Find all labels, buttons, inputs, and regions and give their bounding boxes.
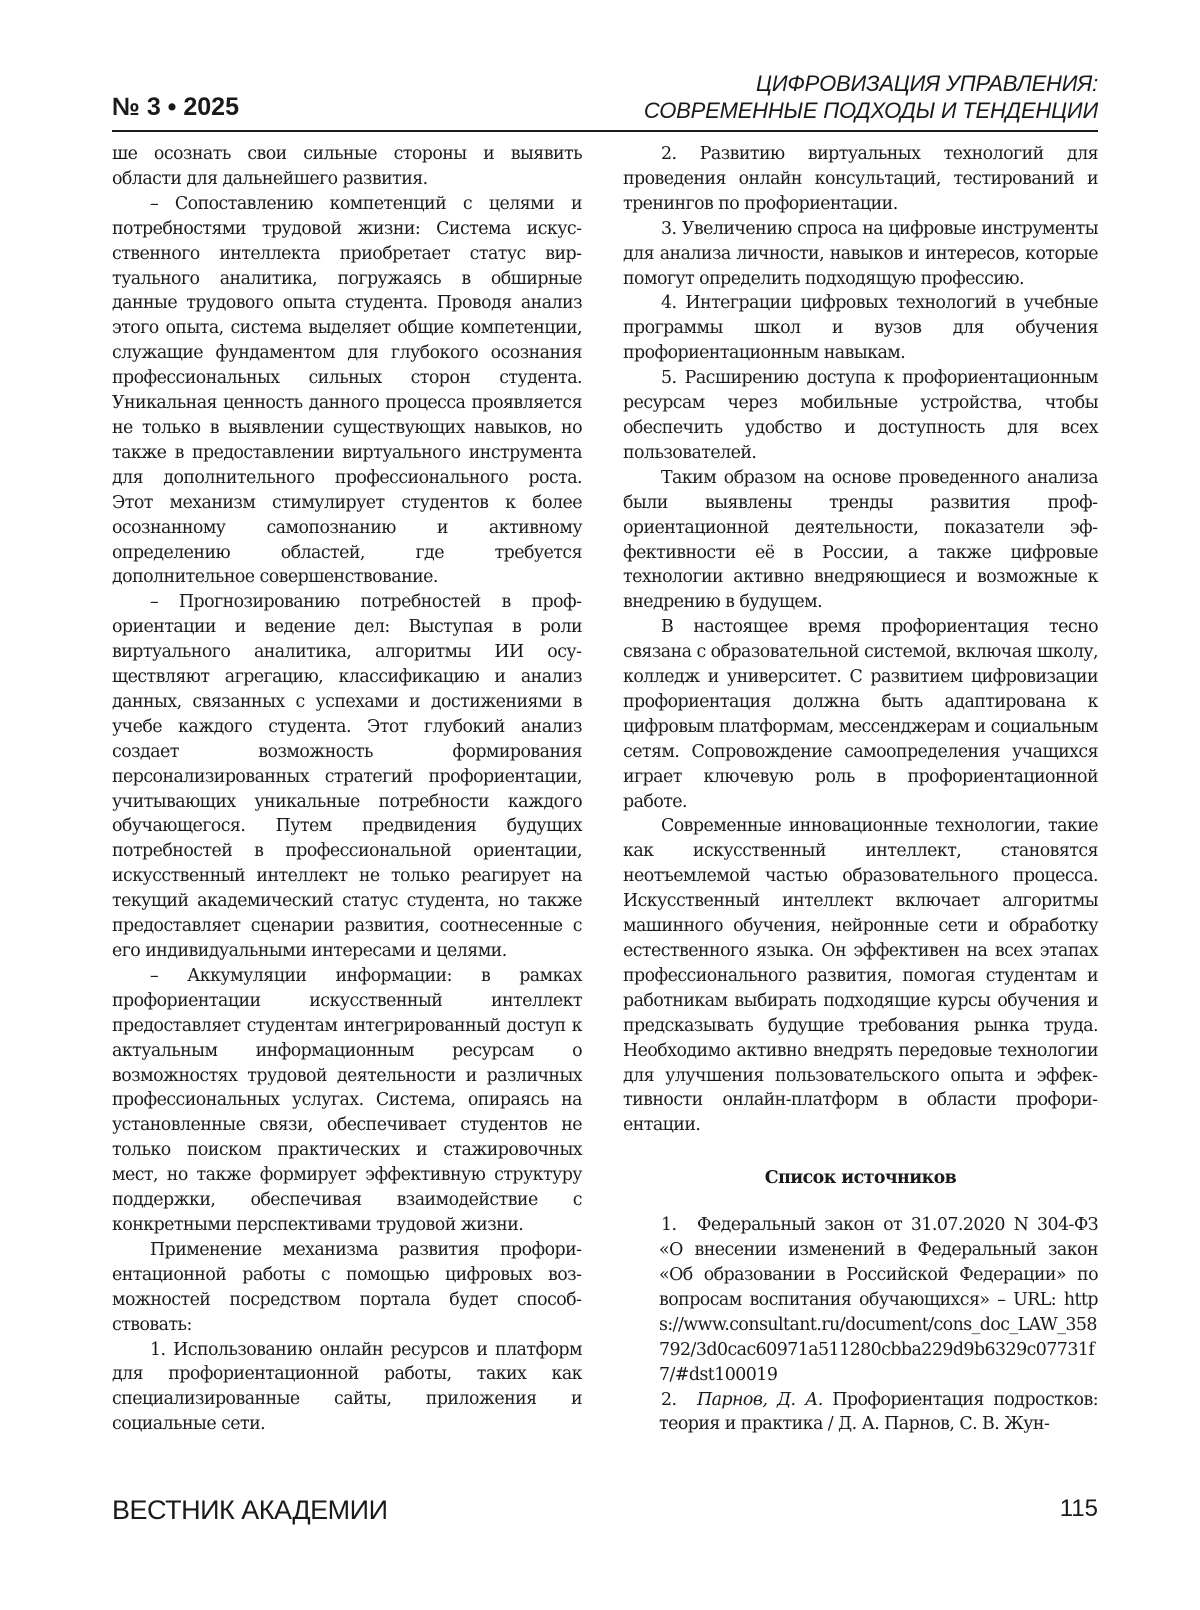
journal-section-title (644, 70, 1098, 124)
paragraph: Современные инновационные технологии, такие как искусственный интеллект, становятся неотъемлемой частью образовательного процесса. Искусственный интеллект включает алгоритмы машинного обучения, нейронные сети и обработку естественного языка. Он эффективен на всех этапах профессионального развития, помогая студентам и работникам выбирать подходящие курсы обучения и предсказывать будущие требования рынка труда. Необходимо активно внедрять передовые технологии для улучшения пользовательского опыта и эффективности онлайн-платформ в области профориентации. (623, 816, 1098, 1136)
page-number: 115 (1059, 1495, 1098, 1522)
paragraph: Таким образом на основе проведенного анализа были выявлены тренды развития профориентационной деятельности, показатели эффективности её в России, а также цифровые технологии активно внедряющиеся и возможные к внедрению в будущем. (623, 467, 1098, 613)
paragraph: – Аккумуляции информации: в рамках профориентации искусственный интеллект предоставляет студентам интегрированный доступ к актуальным информационным ресурсам о возможностях трудовой деятельности и различных профессиональных услугах. Система, опираясь на установленные связи, обеспечивает студентов не только поиском практических и стажировочных мест, но также формирует эффективную структуру поддержки, обеспечивая взаимодействие с конкретными перспективами трудовой жизни. (112, 965, 582, 1235)
issue-number: № 3 • 2025 (112, 93, 239, 121)
reference-url[interactable]: https://www.consultant.ru/document/cons_doc_LAW_358792/3d0cac60971a511280cbba229d9b6329c07731f7/#dst100019 (659, 1289, 1098, 1385)
paragraph: 5. Расширению доступа к профориентационным ресурсам через мобильные устройства, чтобы обеспечить удобство и доступность для всех пользователей. (623, 368, 1098, 463)
journal-section-title-line2: СОВРЕМЕННЫЕ ПОДХОДЫ И ТЕНДЕНЦИИ (643, 98, 1098, 123)
paragraph: В настоящее время профориентация тесно связана с образовательной системой, включая школу, колледж и университет. С развитием цифровизации профориентация должна быть адаптирована к цифровым платформам, мессенджерам и социальным сетям. Сопровождение самоопределения учащихся играет ключевую роль в профориентационной работе. (623, 617, 1098, 812)
right-column (623, 142, 1098, 1437)
reference-item (623, 1213, 1098, 1387)
reference-text: Профориентация подростков: теория и практика / Д. А. Парнов, С. В. Жун- (659, 1389, 1099, 1435)
left-column (112, 142, 582, 1437)
footer-journal-name: ВЕСТНИК АКАДЕМИИ (112, 1495, 388, 1525)
paragraph: Применение механизма развития профориентационной работы с помощью цифровых возможностей посредством портала будет способствовать: (112, 1239, 582, 1335)
paragraph: 3. Увеличению спроса на цифровые инструменты для анализа личности, навыков и интересов, которые помогут определить подходящую профессию. (623, 218, 1098, 289)
references-title: Список источников (764, 1168, 957, 1189)
page-header (112, 72, 1098, 132)
journal-section-title-line1: ЦИФРОВИЗАЦИЯ УПРАВЛЕНИЯ: (756, 71, 1098, 96)
reference-number: 2. (661, 1389, 677, 1410)
paragraph: 4. Интеграции цифровых технологий в учебные программы школ и вузов для обучения профориентационным навыкам. (623, 293, 1098, 364)
paragraph: 1. Использованию онлайн ресурсов и платформ для профориентационной работы, таких как специализированные сайты, приложения и социальные сети. (112, 1339, 582, 1435)
paragraph: – Прогнозированию потребностей в профориентации и ведение дел: Выступая в роли виртуального аналитика, алгоритмы ИИ осуществляют агрегацию, классификацию и анализ данных, связанных с успехами и достижениями в учебе каждого студента. Этот глубокий анализ создает возможность формирования персонализированных стратегий профориентации, учитывающих уникальные потребности каждого обучающегося. Путем предвидения будущих потребностей в профессиональной ориентации, искусственный интеллект не только реагирует на текущий академический статус студента, но также предоставляет сценарии развития, соотнесенные с его индивидуальными интересами и целями. (112, 592, 582, 961)
reference-author: Парнов, Д. А. (697, 1389, 823, 1410)
reference-text: Федеральный закон от 31.07.2020 N 304-ФЗ «О внесении изменений в Федеральный закон «Об образовании в Российской Федерации» по вопросам воспитания обучающихся» – URL: (659, 1215, 1098, 1310)
paragraph: 2. Развитию виртуальных технологий для проведения онлайн консультаций, тестирований и тренингов по профориентации. (623, 144, 1098, 214)
paragraph: – Сопоставлению компетенций с целями и потребностями трудовой жизни: Система искусственного интеллекта приобретает статус виртуального аналитика, погружаясь в обширные данные трудового опыта студента. Проводя анализ этого опыта, система выделяет общие компетенции, служащие фундаментом для глубокого осознания профессиональных сильных сторон студента. Уникальная ценность данного процесса проявляется не только в выявлении существующих навыков, но также в предоставлении виртуального инструмента для дополнительного профессионального роста. Этот механизм стимулирует студентов к более осознанному самопознанию и активному определению областей, где требуется дополнительное совершенствование. (112, 193, 582, 588)
reference-item (623, 1388, 1098, 1438)
reference-number: 1. (661, 1215, 677, 1236)
paragraph: ше осознать свои сильные стороны и выявить области для дальнейшего развития. (112, 144, 582, 189)
